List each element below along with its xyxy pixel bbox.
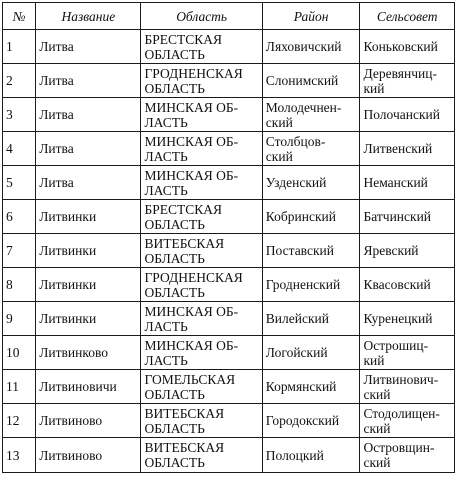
cell-region: МИНСКАЯ ОБ- ЛАСТЬ <box>141 132 262 166</box>
cell-region: ВИТЕБСКАЯ ОБЛАСТЬ <box>141 438 262 473</box>
cell-village-council: Литвинович- ский <box>360 370 455 404</box>
table-row <box>3 166 455 200</box>
cell-village-council: Острошиц- кий <box>360 336 455 370</box>
cell-village-council: Полочанский <box>360 98 455 132</box>
table-row <box>3 404 455 438</box>
cell-village-council: Литвенский <box>360 132 455 166</box>
cell-village-council: Коньковский <box>360 30 455 64</box>
cell-number: 8 <box>3 268 36 302</box>
header-row <box>3 3 455 30</box>
cell-name: Литва <box>36 30 141 64</box>
cell-village-council: Куренецкий <box>360 302 455 336</box>
cell-region: БРЕСТСКАЯ ОБЛАСТЬ <box>141 200 262 234</box>
cell-district: Гродненский <box>262 268 360 302</box>
cell-region: МИНСКАЯ ОБ- ЛАСТЬ <box>141 166 262 200</box>
cell-region: ВИТЕБСКАЯ ОБЛАСТЬ <box>141 234 262 268</box>
cell-number: 13 <box>3 438 36 473</box>
table-row <box>3 30 455 64</box>
cell-number: 1 <box>3 30 36 64</box>
cell-name: Литва <box>36 98 141 132</box>
cell-region: ГРОДНЕНСКАЯ ОБЛАСТЬ <box>141 64 262 98</box>
cell-name: Литвиново <box>36 438 141 473</box>
table-row <box>3 268 455 302</box>
table-row <box>3 370 455 404</box>
cell-region: ГОМЕЛЬСКАЯ ОБЛАСТЬ <box>141 370 262 404</box>
cell-village-council: Батчинский <box>360 200 455 234</box>
table-row <box>3 438 455 473</box>
header-district: Район <box>262 3 360 30</box>
table-body <box>3 30 455 473</box>
cell-number: 5 <box>3 166 36 200</box>
table-row <box>3 64 455 98</box>
cell-district: Узденский <box>262 166 360 200</box>
table-row <box>3 98 455 132</box>
header-region: Область <box>141 3 262 30</box>
cell-name: Литва <box>36 64 141 98</box>
header-village-council: Сельсовет <box>360 3 455 30</box>
cell-district: Молодечнен- ский <box>262 98 360 132</box>
cell-number: 4 <box>3 132 36 166</box>
settlements-table <box>2 2 455 473</box>
cell-district: Логойский <box>262 336 360 370</box>
cell-number: 7 <box>3 234 36 268</box>
cell-name: Литвинково <box>36 336 141 370</box>
header-number: № <box>3 3 36 30</box>
cell-district: Вилейский <box>262 302 360 336</box>
cell-number: 6 <box>3 200 36 234</box>
cell-name: Литвинки <box>36 234 141 268</box>
cell-village-council: Неманский <box>360 166 455 200</box>
cell-name: Литва <box>36 132 141 166</box>
cell-region: МИНСКАЯ ОБ- ЛАСТЬ <box>141 336 262 370</box>
table-row <box>3 200 455 234</box>
cell-village-council: Деревянчиц- кий <box>360 64 455 98</box>
cell-number: 3 <box>3 98 36 132</box>
table-row <box>3 302 455 336</box>
cell-number: 2 <box>3 64 36 98</box>
cell-name: Литва <box>36 166 141 200</box>
cell-region: МИНСКАЯ ОБ- ЛАСТЬ <box>141 98 262 132</box>
cell-region: ГРОДНЕНСКАЯ ОБЛАСТЬ <box>141 268 262 302</box>
cell-region: БРЕСТСКАЯ ОБЛАСТЬ <box>141 30 262 64</box>
cell-name: Литвинки <box>36 200 141 234</box>
table-row <box>3 132 455 166</box>
cell-name: Литвинки <box>36 302 141 336</box>
cell-district: Ляховичский <box>262 30 360 64</box>
cell-district: Поставский <box>262 234 360 268</box>
cell-name: Литвиновичи <box>36 370 141 404</box>
cell-district: Кормянский <box>262 370 360 404</box>
cell-number: 9 <box>3 302 36 336</box>
cell-district: Слонимский <box>262 64 360 98</box>
cell-number: 11 <box>3 370 36 404</box>
cell-village-council: Яревский <box>360 234 455 268</box>
cell-district: Кобринский <box>262 200 360 234</box>
cell-region: МИНСКАЯ ОБ- ЛАСТЬ <box>141 302 262 336</box>
cell-number: 12 <box>3 404 36 438</box>
table-row <box>3 336 455 370</box>
cell-name: Литвиново <box>36 404 141 438</box>
cell-district: Городокский <box>262 404 360 438</box>
cell-village-council: Квасовский <box>360 268 455 302</box>
table-header <box>3 3 455 30</box>
cell-village-council: Стодолищен- ский <box>360 404 455 438</box>
cell-name: Литвинки <box>36 268 141 302</box>
cell-district: Полоцкий <box>262 438 360 473</box>
header-name: Название <box>36 3 141 30</box>
cell-number: 10 <box>3 336 36 370</box>
cell-district: Столбцов- ский <box>262 132 360 166</box>
table-row <box>3 234 455 268</box>
cell-village-council: Островщин- ский <box>360 438 455 473</box>
cell-region: ВИТЕБСКАЯ ОБЛАСТЬ <box>141 404 262 438</box>
